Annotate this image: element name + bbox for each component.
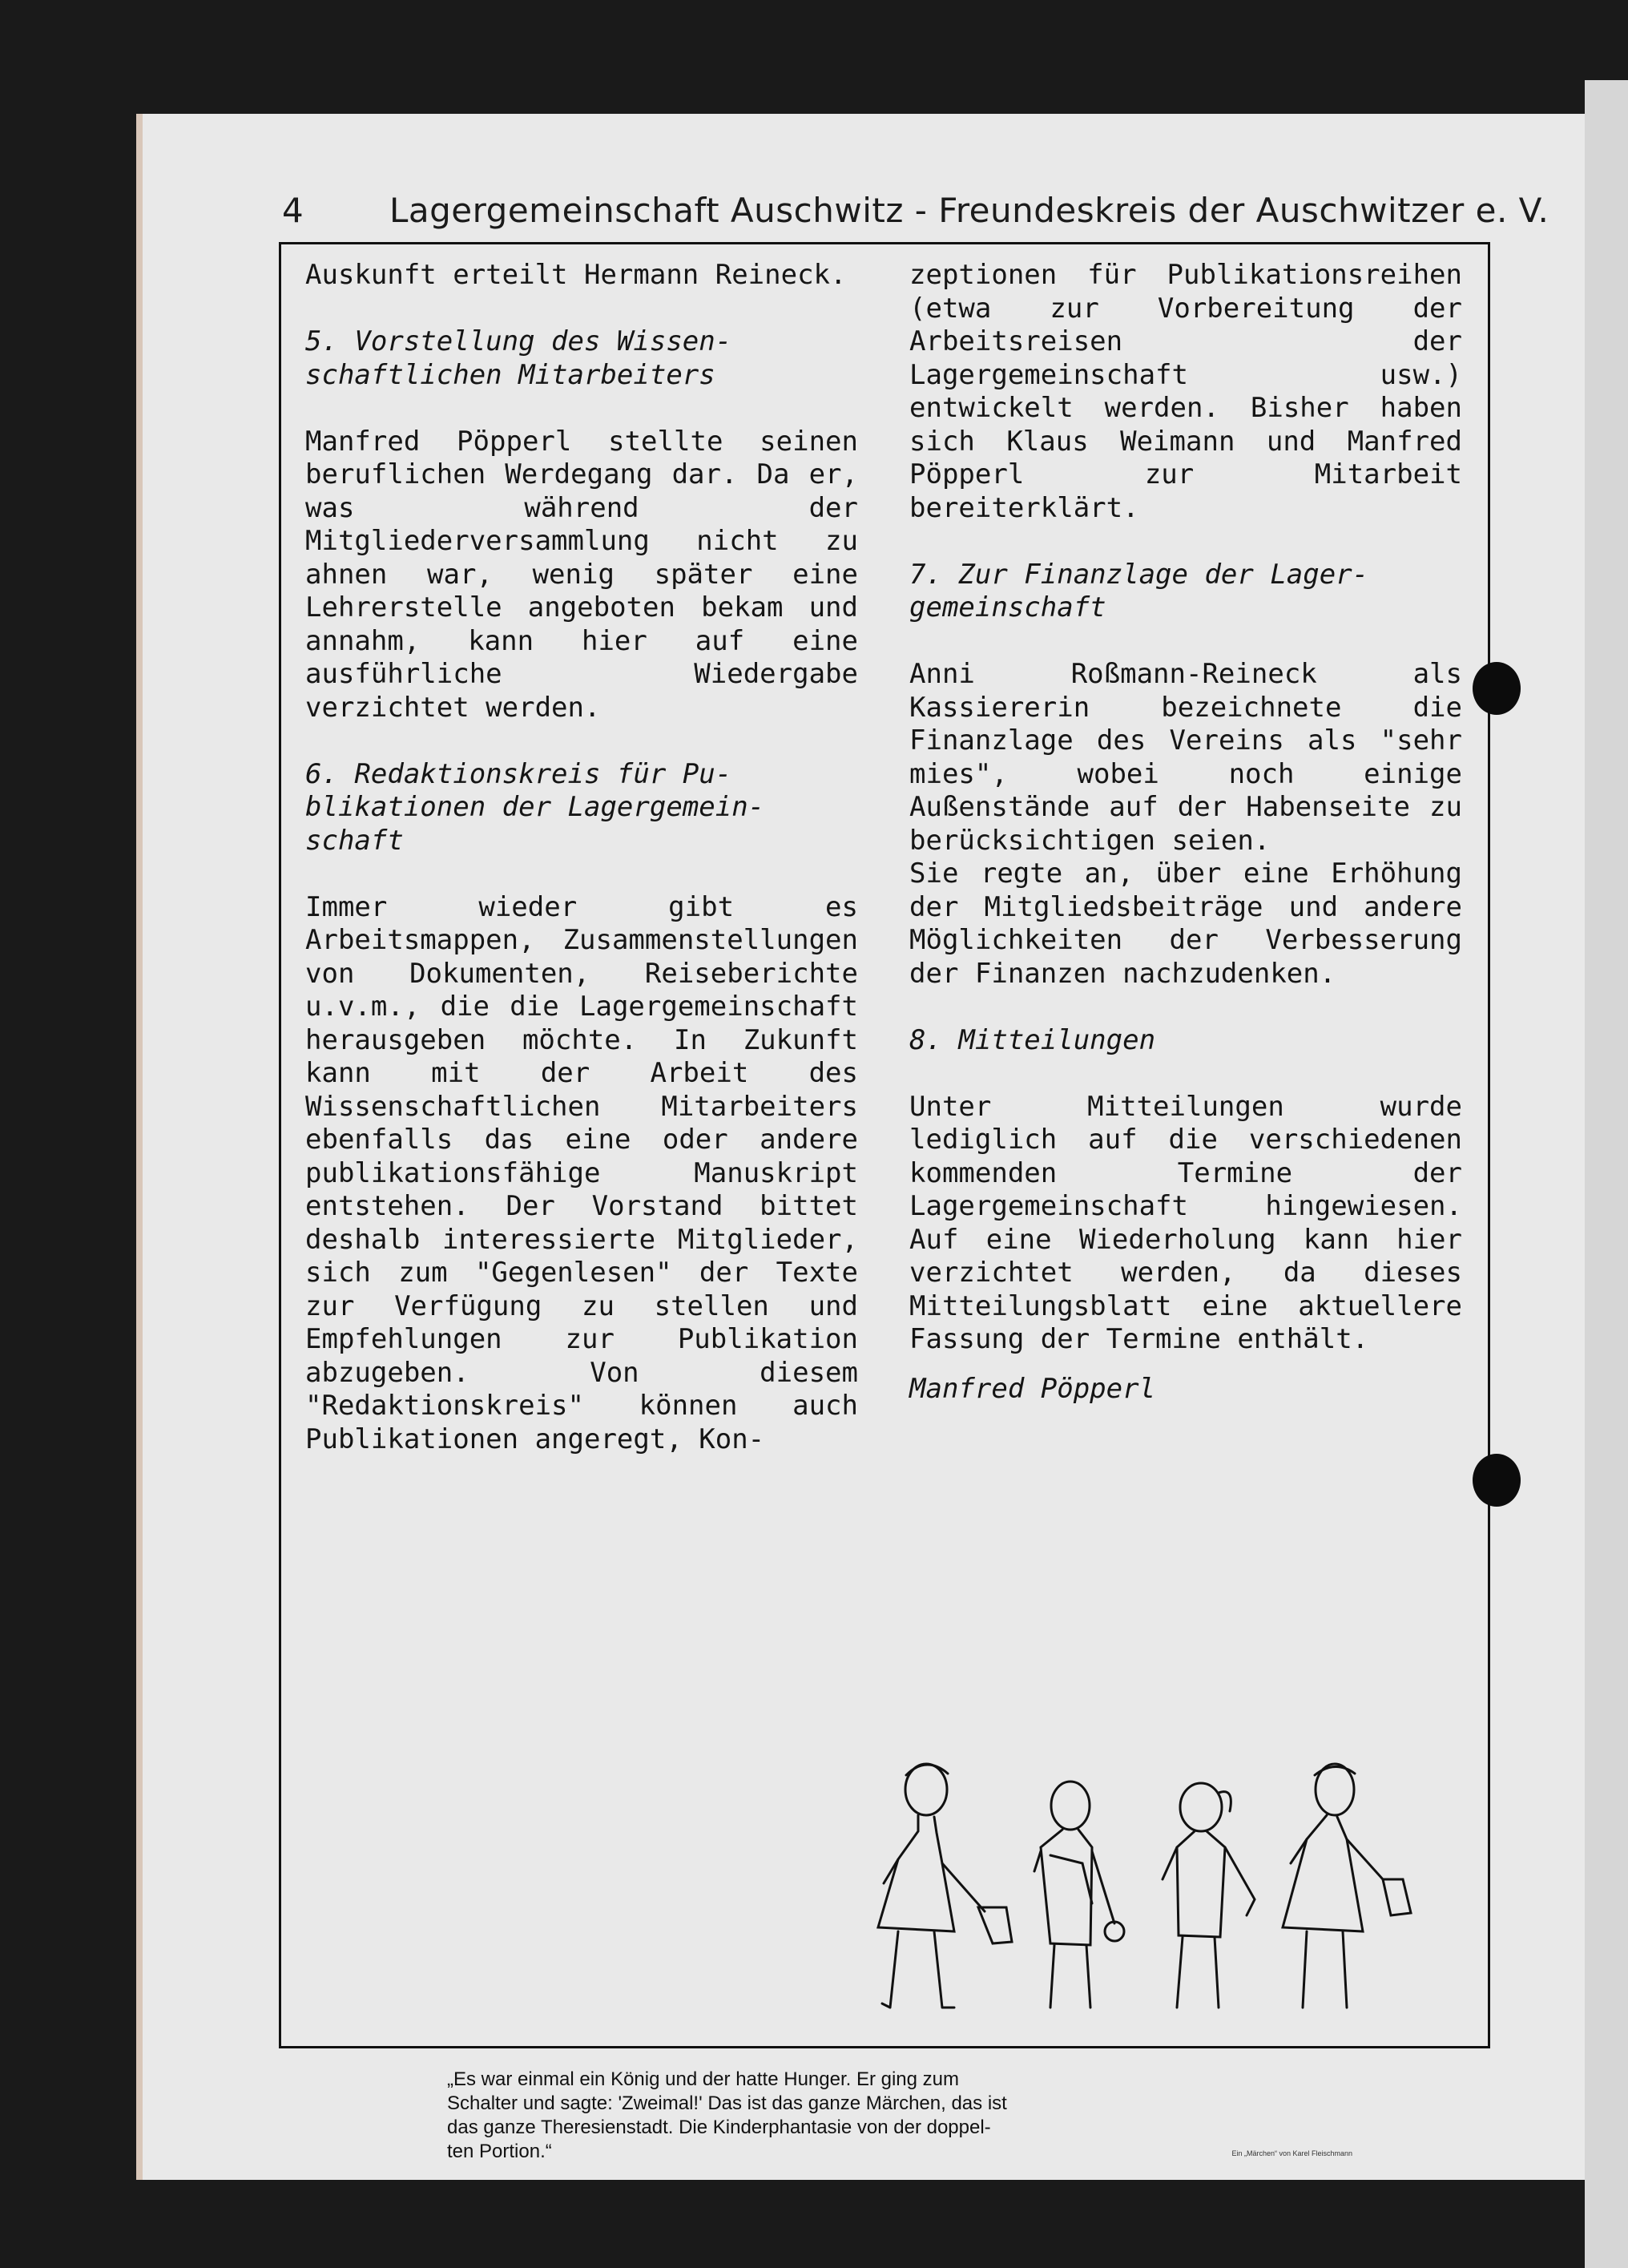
page-edge-stain	[136, 114, 143, 2180]
heading-section-8: 8. Mitteilungen	[909, 1023, 1156, 1056]
document-page	[136, 114, 1585, 2180]
sketch-figure-3	[1163, 1783, 1255, 2008]
article-frame	[279, 242, 1490, 2048]
paragraph-konzeptionen: zeptionen für Publikationsreihen (etwa zur Vorbereitung der Arbeitsreisen der Lagergemeinschaft usw.) entwickelt werden. Bisher haben sich Klaus Weimann und Manfred Pöpperl zur Mitarbeit bereiterklärt.	[909, 259, 1462, 524]
sketch-figure-1	[878, 1764, 1012, 2008]
heading-section-7: 7. Zur Finanzlage der Lager- gemeinschaft	[909, 558, 1369, 623]
page-edge	[1585, 80, 1628, 2268]
paragraph-section-6: Immer wieder gibt es Arbeitsmappen, Zusammenstellungen von Dokumenten, Reiseberichte u.v.m., die die Lagergemeinschaft herausgeben möchte. In Zukunft kann mit der Arbeit des Wissenschaftlichen Mitarbeiters ebenfalls das eine oder andere publikationsfähige Manuskript entstehen. Der Vorstand bittet deshalb interessierte Mitglieder, sich zum "Gegenlesen" der Texte zur Verfügung zu stellen und Empfehlungen zur Publikation abzugeben. Von diesem "Redaktionskreis" können auch Publikationen angeregt, Kon-	[305, 890, 858, 1455]
heading-section-6: 6. Redaktionskreis für Pu- blikationen der Lagergemein- schaft	[305, 757, 765, 857]
author-signature: Manfred Pöpperl	[909, 1372, 1156, 1405]
heading-section-5: 5. Vorstellung des Wissen- schaftlichen Mitarbeiters	[305, 325, 732, 391]
sketch-figure-4	[1283, 1764, 1411, 2008]
paragraph-auskunft: Auskunft erteilt Hermann Reineck.	[305, 259, 847, 291]
caption-text: „Es war einmal ein König und der hatte Hunger. Er ging zum Schalter und sagte: 'Zweimal!' Das ist das ganze Märchen, das ist das ganze Theresienstadt. Die Kinderphantasie von der doppel- ten Portion.“	[447, 2068, 1007, 2162]
paragraph-section-8: Unter Mitteilungen wurde lediglich auf die verschiedenen kommenden Termine der Lagergemeinschaft hingewiesen. Auf eine Wiederholung kann hier verzichtet werden, da dieses Mitteilungsblatt eine aktuellere Fassung der Termine enthält.	[909, 1090, 1462, 1355]
children-sketch-illustration	[602, 1743, 1483, 2040]
paragraph-section-5: Manfred Pöpperl stellte seinen beruflichen Werdegang dar. Da er, was während der Mitgliederversammlung nicht zu ahnen war, wenig später eine Lehrerstelle angeboten bekam und annahm, kann hier auf eine ausführliche Wiedergabe verzichtet werden.	[305, 425, 858, 724]
caption-credit: Ein „Märchen“ von Karel Fleischmann	[1231, 2149, 1352, 2157]
punch-hole-bottom	[1473, 1454, 1521, 1507]
right-column	[909, 259, 1462, 1439]
punch-hole-top	[1473, 662, 1521, 715]
paragraph-section-7a: Anni Roßmann-Reineck als Kassiererin bezeichnete die Finanzlage des Vereins als "sehr mies", wobei noch einige Außenstände auf der Habenseite zu berücksichtigen seien.	[909, 658, 1462, 857]
sketch-figure-2	[1034, 1782, 1124, 2008]
left-column	[305, 259, 858, 1490]
page-number: 4	[282, 191, 304, 230]
paragraph-section-7b: Sie regte an, über eine Erhöhung der Mitgliedsbeiträge und andere Möglichkeiten der Verbesserung der Finanzen nachzudenken.	[909, 858, 1462, 990]
illustration-caption	[447, 2068, 1352, 2164]
header-title: Lagergemeinschaft Auschwitz - Freundeskreis der Auschwitzer e. V.	[389, 191, 1549, 230]
